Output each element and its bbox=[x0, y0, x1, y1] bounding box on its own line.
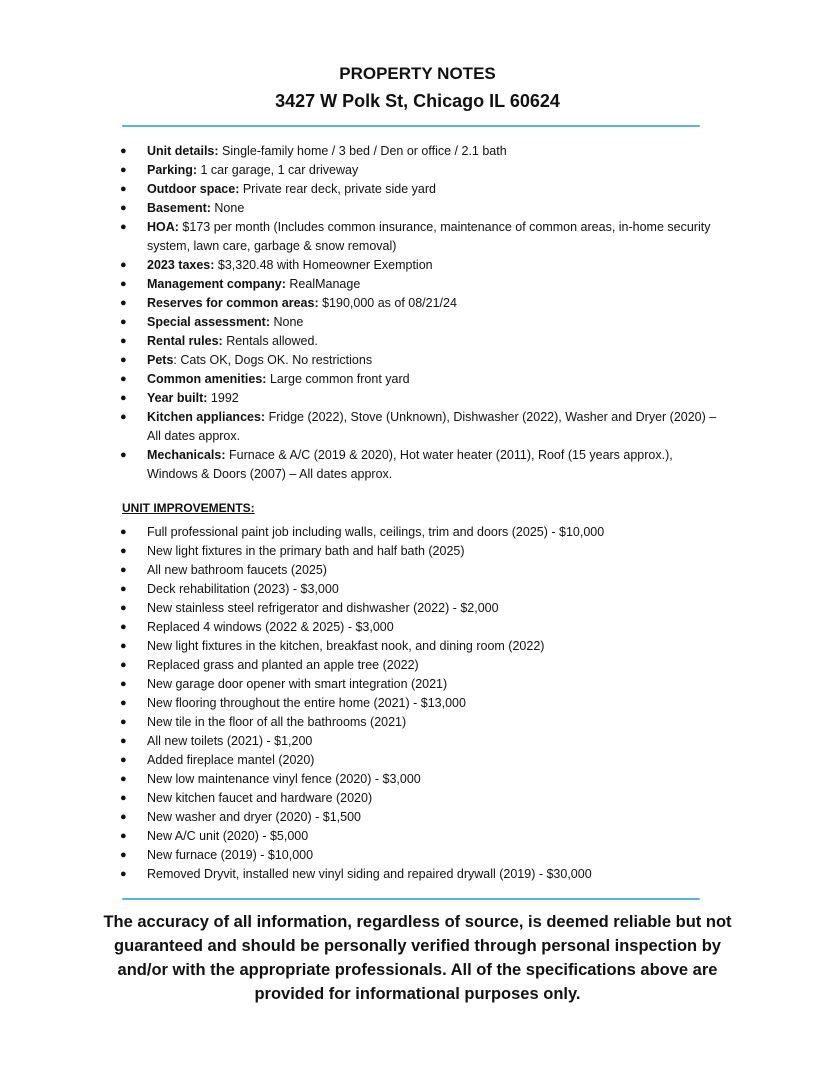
improvement-item bbox=[118, 542, 718, 561]
bullet-icon: ● bbox=[120, 259, 127, 271]
detail-label: Rental rules: bbox=[147, 334, 223, 348]
improvements-list bbox=[118, 523, 718, 884]
improvement-text: New washer and dryer (2020) - $1,500 bbox=[147, 810, 362, 824]
bullet-icon: ● bbox=[120, 792, 127, 804]
bottom-divider bbox=[122, 898, 700, 900]
improvement-item bbox=[118, 770, 718, 789]
property-details-list bbox=[118, 142, 718, 484]
improvements-heading: UNIT IMPROVEMENTS: bbox=[122, 501, 255, 515]
bullet-icon: ● bbox=[120, 202, 127, 214]
bullet-icon: ● bbox=[120, 583, 127, 595]
bullet-icon: ● bbox=[120, 278, 127, 290]
detail-value: None bbox=[210, 201, 245, 215]
improvement-item bbox=[118, 656, 718, 675]
bullet-icon: ● bbox=[120, 849, 127, 861]
bullet-icon: ● bbox=[120, 221, 127, 233]
improvement-item bbox=[118, 637, 718, 656]
detail-label: Unit details: bbox=[147, 144, 219, 158]
bullet-icon: ● bbox=[120, 621, 127, 633]
bullet-icon: ● bbox=[120, 716, 127, 728]
detail-label: Special assessment: bbox=[147, 315, 270, 329]
improvement-item bbox=[118, 732, 718, 751]
improvement-text: New flooring throughout the entire home (2021) - $13,000 bbox=[147, 696, 466, 710]
bullet-icon: ● bbox=[120, 449, 127, 461]
detail-value: $190,000 as of 08/21/24 bbox=[318, 296, 457, 310]
improvement-item bbox=[118, 580, 718, 599]
bullet-icon: ● bbox=[120, 545, 127, 557]
detail-item bbox=[118, 313, 718, 332]
improvement-item bbox=[118, 846, 718, 865]
improvement-text: All new bathroom faucets (2025) bbox=[147, 563, 327, 577]
improvement-text: New A/C unit (2020) - $5,000 bbox=[147, 829, 309, 843]
bullet-icon: ● bbox=[120, 526, 127, 538]
improvement-text: New low maintenance vinyl fence (2020) - $3,000 bbox=[147, 772, 421, 786]
bullet-icon: ● bbox=[120, 773, 127, 785]
detail-value: Single-family home / 3 bed / Den or office / 2.1 bath bbox=[218, 144, 507, 158]
detail-item bbox=[118, 199, 718, 218]
detail-label: Reserves for common areas: bbox=[147, 296, 319, 310]
detail-item bbox=[118, 161, 718, 180]
improvement-item bbox=[118, 808, 718, 827]
detail-value: Furnace & A/C (2019 & 2020), Hot water heater (2011), Roof (15 years approx.), Windows & Doors (2007) – All dates approx. bbox=[147, 448, 673, 481]
detail-value: RealManage bbox=[285, 277, 361, 291]
improvement-text: New tile in the floor of all the bathrooms (2021) bbox=[147, 715, 407, 729]
detail-item bbox=[118, 256, 718, 275]
detail-value: $173 per month (Includes common insurance, maintenance of common areas, in-home security system, lawn care, garbage & snow removal) bbox=[147, 220, 711, 253]
improvement-item bbox=[118, 618, 718, 637]
bullet-icon: ● bbox=[120, 830, 127, 842]
bullet-icon: ● bbox=[120, 145, 127, 157]
detail-item bbox=[118, 446, 718, 484]
improvement-item bbox=[118, 789, 718, 808]
improvement-item bbox=[118, 694, 718, 713]
bullet-icon: ● bbox=[120, 659, 127, 671]
bullet-icon: ● bbox=[120, 868, 127, 880]
detail-label: Common amenities: bbox=[147, 372, 267, 386]
improvement-text: New furnace (2019) - $10,000 bbox=[147, 848, 314, 862]
detail-item bbox=[118, 218, 718, 256]
improvement-text: New light fixtures in the kitchen, breakfast nook, and dining room (2022) bbox=[147, 639, 545, 653]
improvement-item bbox=[118, 865, 718, 884]
detail-label: HOA: bbox=[147, 220, 179, 234]
improvement-item bbox=[118, 523, 718, 542]
bullet-icon: ● bbox=[120, 164, 127, 176]
detail-value: : Cats OK, Dogs OK. No restrictions bbox=[173, 353, 373, 367]
detail-item bbox=[118, 180, 718, 199]
improvement-text: New garage door opener with smart integration (2021) bbox=[147, 677, 448, 691]
improvement-text: All new toilets (2021) - $1,200 bbox=[147, 734, 313, 748]
bullet-icon: ● bbox=[120, 392, 127, 404]
bullet-icon: ● bbox=[120, 602, 127, 614]
bullet-icon: ● bbox=[120, 411, 127, 423]
bullet-icon: ● bbox=[120, 354, 127, 366]
bullet-icon: ● bbox=[120, 754, 127, 766]
improvement-item bbox=[118, 827, 718, 846]
detail-value: Private rear deck, private side yard bbox=[239, 182, 436, 196]
improvement-text: Added fireplace mantel (2020) bbox=[147, 753, 315, 767]
detail-label: Basement: bbox=[147, 201, 211, 215]
detail-value: Fridge (2022), Stove (Unknown), Dishwasher (2022), Washer and Dryer (2020) – All dates approx. bbox=[147, 410, 717, 443]
bullet-icon: ● bbox=[120, 335, 127, 347]
bullet-icon: ● bbox=[120, 297, 127, 309]
bullet-icon: ● bbox=[120, 316, 127, 328]
improvement-item bbox=[118, 751, 718, 770]
bullet-icon: ● bbox=[120, 564, 127, 576]
detail-label: Mechanicals: bbox=[147, 448, 226, 462]
improvement-text: Deck rehabilitation (2023) - $3,000 bbox=[147, 582, 339, 596]
detail-item bbox=[118, 389, 718, 408]
detail-item bbox=[118, 370, 718, 389]
page-title: PROPERTY NOTES bbox=[339, 64, 496, 83]
detail-value: $3,320.48 with Homeowner Exemption bbox=[214, 258, 433, 272]
improvement-item bbox=[118, 713, 718, 732]
improvement-item bbox=[118, 599, 718, 618]
detail-value: None bbox=[270, 315, 304, 329]
detail-label: Pets bbox=[147, 353, 174, 367]
bullet-icon: ● bbox=[120, 811, 127, 823]
disclaimer-text: The accuracy of all information, regardless of source, is deemed reliable but not guaranteed and should be personally verified through personal inspection by and/or with the appropriate professionals. All of the specifications above are provided for informational purposes only. bbox=[103, 913, 732, 1003]
detail-item bbox=[118, 294, 718, 313]
detail-value: 1 car garage, 1 car driveway bbox=[197, 163, 359, 177]
detail-item bbox=[118, 142, 718, 161]
bullet-icon: ● bbox=[120, 183, 127, 195]
detail-label: Outdoor space: bbox=[147, 182, 240, 196]
detail-item bbox=[118, 275, 718, 294]
bullet-icon: ● bbox=[120, 735, 127, 747]
bullet-icon: ● bbox=[120, 640, 127, 652]
detail-item bbox=[118, 332, 718, 351]
improvement-text: New stainless steel refrigerator and dishwasher (2022) - $2,000 bbox=[147, 601, 499, 615]
detail-value: 1992 bbox=[207, 391, 239, 405]
improvement-text: Replaced 4 windows (2022 & 2025) - $3,000 bbox=[147, 620, 394, 634]
improvement-item bbox=[118, 675, 718, 694]
detail-value: Rentals allowed. bbox=[222, 334, 318, 348]
detail-value: Large common front yard bbox=[266, 372, 410, 386]
detail-item bbox=[118, 408, 718, 446]
detail-label: 2023 taxes: bbox=[147, 258, 215, 272]
detail-label: Management company: bbox=[147, 277, 286, 291]
bullet-icon: ● bbox=[120, 678, 127, 690]
improvement-text: New light fixtures in the primary bath and half bath (2025) bbox=[147, 544, 465, 558]
improvement-item bbox=[118, 561, 718, 580]
improvement-text: Replaced grass and planted an apple tree (2022) bbox=[147, 658, 419, 672]
detail-label: Kitchen appliances: bbox=[147, 410, 266, 424]
improvement-text: New kitchen faucet and hardware (2020) bbox=[147, 791, 373, 805]
detail-item bbox=[118, 351, 718, 370]
improvement-text: Full professional paint job including walls, ceilings, trim and doors (2025) - $10,000 bbox=[147, 525, 605, 539]
property-address: 3427 W Polk St, Chicago IL 60624 bbox=[275, 91, 560, 111]
bullet-icon: ● bbox=[120, 697, 127, 709]
detail-label: Parking: bbox=[147, 163, 198, 177]
top-divider bbox=[122, 125, 700, 127]
bullet-icon: ● bbox=[120, 373, 127, 385]
detail-label: Year built: bbox=[147, 391, 208, 405]
improvement-text: Removed Dryvit, installed new vinyl siding and repaired drywall (2019) - $30,000 bbox=[147, 867, 592, 881]
